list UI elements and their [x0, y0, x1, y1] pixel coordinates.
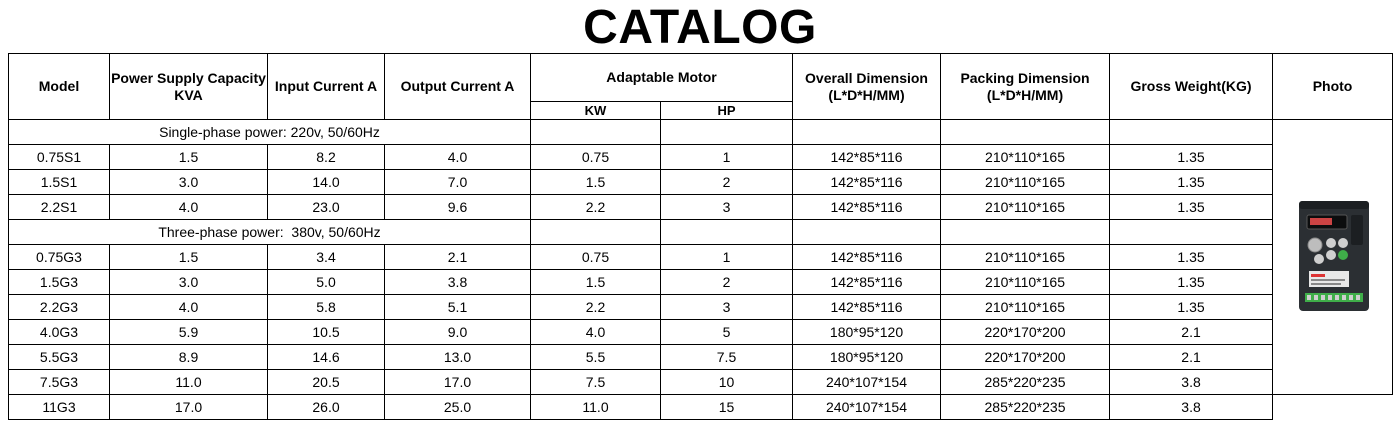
- cell-hp: 3: [661, 295, 793, 320]
- cell-kw: 2.2: [531, 195, 661, 220]
- cell-model: 0.75G3: [9, 245, 110, 270]
- cell-overall-dimension: 180*95*120: [793, 345, 941, 370]
- cell-kw: 11.0: [531, 395, 661, 420]
- cell-model: 2.2G3: [9, 295, 110, 320]
- empty-cell: [941, 220, 1110, 245]
- cell-hp: 5: [661, 320, 793, 345]
- cell-kw: 4.0: [531, 320, 661, 345]
- cell-input-current: 14.6: [268, 345, 385, 370]
- cell-kw: 0.75: [531, 245, 661, 270]
- cell-output-current: 25.0: [385, 395, 531, 420]
- cell-power-supply: 8.9: [110, 345, 268, 370]
- cell-model: 1.5S1: [9, 170, 110, 195]
- empty-cell: [661, 120, 793, 145]
- cell-kw: 1.5: [531, 270, 661, 295]
- cell-overall-dimension: 240*107*154: [793, 395, 941, 420]
- cell-power-supply: 5.9: [110, 320, 268, 345]
- cell-power-supply: 3.0: [110, 170, 268, 195]
- cell-overall-dimension: 142*85*116: [793, 145, 941, 170]
- cell-output-current: 2.1: [385, 245, 531, 270]
- page-title: CATALOG: [583, 1, 817, 54]
- cell-output-current: 5.1: [385, 295, 531, 320]
- cell-input-current: 5.8: [268, 295, 385, 320]
- cell-power-supply: 1.5: [110, 245, 268, 270]
- table-row: [9, 170, 1393, 195]
- table-row: [9, 295, 1393, 320]
- cell-overall-dimension: 142*85*116: [793, 195, 941, 220]
- cell-input-current: 23.0: [268, 195, 385, 220]
- cell-gross-weight: 1.35: [1110, 170, 1273, 195]
- section-row-single-phase: [9, 120, 1393, 145]
- empty-cell: [1110, 120, 1273, 145]
- cell-overall-dimension: 240*107*154: [793, 370, 941, 395]
- cell-output-current: 9.6: [385, 195, 531, 220]
- header-adaptable-motor: Adaptable Motor: [531, 54, 793, 102]
- header-overall-dimension: Overall Dimension (L*D*H/MM): [793, 54, 941, 120]
- table-row: [9, 145, 1393, 170]
- cell-power-supply: 17.0: [110, 395, 268, 420]
- cell-input-current: 10.5: [268, 320, 385, 345]
- cell-packing-dimension: 220*170*200: [941, 345, 1110, 370]
- empty-cell: [941, 120, 1110, 145]
- cell-model: 2.2S1: [9, 195, 110, 220]
- inverter-device-icon: [1277, 197, 1389, 317]
- cell-model: 5.5G3: [9, 345, 110, 370]
- table-row: [9, 320, 1393, 345]
- empty-cell: [661, 220, 793, 245]
- cell-model: 1.5G3: [9, 270, 110, 295]
- cell-overall-dimension: 142*85*116: [793, 270, 941, 295]
- header-output-current: Output Current A: [385, 54, 531, 120]
- cell-hp: 10: [661, 370, 793, 395]
- cell-kw: 1.5: [531, 170, 661, 195]
- section-row-three-phase: [9, 220, 1393, 245]
- table-row: [9, 195, 1393, 220]
- cell-packing-dimension: 210*110*165: [941, 270, 1110, 295]
- cell-gross-weight: 1.35: [1110, 145, 1273, 170]
- table-row: [9, 370, 1393, 395]
- cell-overall-dimension: 142*85*116: [793, 170, 941, 195]
- cell-power-supply: 3.0: [110, 270, 268, 295]
- table-row: [9, 345, 1393, 370]
- cell-input-current: 14.0: [268, 170, 385, 195]
- cell-kw: 7.5: [531, 370, 661, 395]
- cell-overall-dimension: 180*95*120: [793, 320, 941, 345]
- cell-input-current: 20.5: [268, 370, 385, 395]
- cell-model: 11G3: [9, 395, 110, 420]
- cell-hp: 2: [661, 170, 793, 195]
- section-label-single-phase: Single-phase power: 220v, 50/60Hz: [9, 120, 531, 145]
- cell-packing-dimension: 285*220*235: [941, 395, 1110, 420]
- cell-model: 4.0G3: [9, 320, 110, 345]
- cell-gross-weight: 1.35: [1110, 195, 1273, 220]
- cell-output-current: 3.8: [385, 270, 531, 295]
- cell-kw: 0.75: [531, 145, 661, 170]
- header-model: Model: [9, 54, 110, 120]
- cell-input-current: 5.0: [268, 270, 385, 295]
- cell-model: 7.5G3: [9, 370, 110, 395]
- cell-output-current: 4.0: [385, 145, 531, 170]
- cell-input-current: 8.2: [268, 145, 385, 170]
- cell-output-current: 13.0: [385, 345, 531, 370]
- cell-hp: 7.5: [661, 345, 793, 370]
- header-row: [9, 54, 1393, 102]
- header-hp: HP: [661, 102, 793, 120]
- cell-hp: 15: [661, 395, 793, 420]
- header-input-current: Input Current A: [268, 54, 385, 120]
- empty-cell: [531, 120, 661, 145]
- cell-packing-dimension: 285*220*235: [941, 370, 1110, 395]
- empty-cell: [531, 220, 661, 245]
- cell-packing-dimension: 210*110*165: [941, 245, 1110, 270]
- cell-packing-dimension: 210*110*165: [941, 195, 1110, 220]
- photo-cell: [1273, 120, 1393, 395]
- cell-output-current: 7.0: [385, 170, 531, 195]
- cell-hp: 1: [661, 245, 793, 270]
- cell-packing-dimension: 220*170*200: [941, 320, 1110, 345]
- cell-packing-dimension: 210*110*165: [941, 170, 1110, 195]
- table-row: [9, 395, 1393, 420]
- header-gross-weight: Gross Weight(KG): [1110, 54, 1273, 120]
- cell-hp: 2: [661, 270, 793, 295]
- cell-hp: 1: [661, 145, 793, 170]
- empty-cell: [1110, 220, 1273, 245]
- empty-cell: [793, 220, 941, 245]
- cell-output-current: 17.0: [385, 370, 531, 395]
- cell-power-supply: 4.0: [110, 295, 268, 320]
- cell-model: 0.75S1: [9, 145, 110, 170]
- header-power-supply: Power Supply Capacity KVA: [110, 54, 268, 120]
- cell-output-current: 9.0: [385, 320, 531, 345]
- cell-packing-dimension: 210*110*165: [941, 295, 1110, 320]
- cell-overall-dimension: 142*85*116: [793, 245, 941, 270]
- cell-power-supply: 11.0: [110, 370, 268, 395]
- cell-gross-weight: 1.35: [1110, 270, 1273, 295]
- table-row: [9, 245, 1393, 270]
- cell-gross-weight: 2.1: [1110, 345, 1273, 370]
- header-packing-dimension: Packing Dimension (L*D*H/MM): [941, 54, 1110, 120]
- cell-input-current: 26.0: [268, 395, 385, 420]
- table-row: [9, 270, 1393, 295]
- header-kw: KW: [531, 102, 661, 120]
- cell-gross-weight: 1.35: [1110, 245, 1273, 270]
- cell-kw: 5.5: [531, 345, 661, 370]
- cell-packing-dimension: 210*110*165: [941, 145, 1110, 170]
- catalog-table: [8, 53, 1393, 420]
- header-photo: Photo: [1273, 54, 1393, 120]
- cell-input-current: 3.4: [268, 245, 385, 270]
- cell-gross-weight: 3.8: [1110, 395, 1273, 420]
- cell-hp: 3: [661, 195, 793, 220]
- cell-overall-dimension: 142*85*116: [793, 295, 941, 320]
- cell-power-supply: 1.5: [110, 145, 268, 170]
- cell-kw: 2.2: [531, 295, 661, 320]
- cell-gross-weight: 1.35: [1110, 295, 1273, 320]
- section-label-three-phase: Three-phase power: 380v, 50/60Hz: [9, 220, 531, 245]
- cell-gross-weight: 2.1: [1110, 320, 1273, 345]
- cell-power-supply: 4.0: [110, 195, 268, 220]
- empty-cell: [793, 120, 941, 145]
- cell-gross-weight: 3.8: [1110, 370, 1273, 395]
